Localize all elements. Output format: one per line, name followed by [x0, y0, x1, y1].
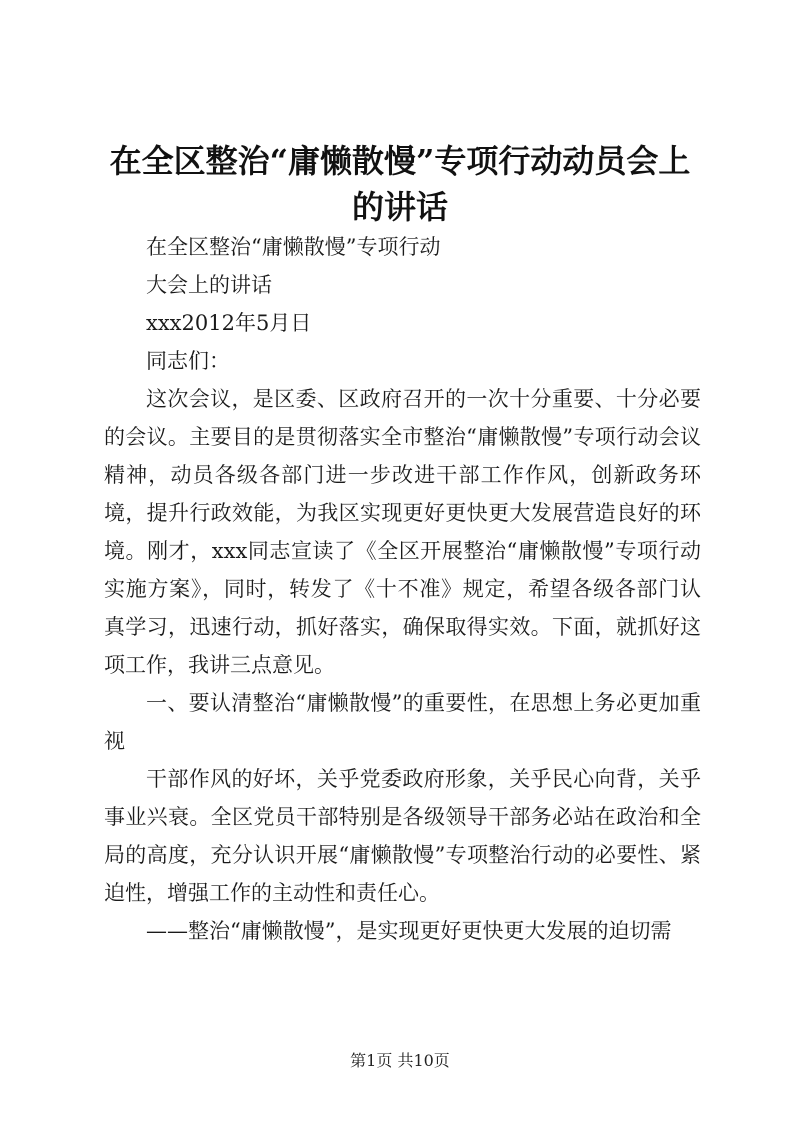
paragraph-section-1: 干部作风的好坏，关乎党委政府形象，关乎民心向背，关乎事业兴衰。全区党员干部特别是各级领导干部务必站在政治和全局的高度，充分认识开展“庸懒散慢”专项整治行动的必要性、紧迫性，增强工作的主动性和责任心。	[104, 767, 701, 905]
paragraph-date: xxx2012年5月日	[146, 311, 312, 335]
paragraph-intro: 这次会议，是区委、区政府召开的一次十分重要、十分必要的会议。主要目的是贯彻落实全市整治“庸懒散慢”专项行动会议精神，动员各级各部门进一步改进干部工作作风，创新政务环境，提升行政效能，为我区实现更好更快更大发展营造良好的环境。刚才，xxx同志宣读了《全区开展整治“庸懒散慢”专项行动实施方案》，同时，转发了《十不准》规定，希望各级各部门认真学习，迅速行动，抓好落实，确保取得实效。下面，就抓好这项工作，我讲三点意见。	[104, 387, 701, 677]
document-title: 在全区整治“庸懒散慢”专项行动动员会上的讲话	[109, 142, 691, 226]
document-body	[104, 228, 701, 950]
section-heading-1: 一、要认清整治“庸懒散慢”的重要性，在思想上务必更加重视	[104, 691, 701, 753]
paragraph-subtitle-line-1: 在全区整治“庸懒散慢”专项行动	[146, 235, 441, 259]
paragraph-point: ——整治“庸懒散慢”，是实现更好更快更大发展的迫切需	[146, 919, 672, 943]
page-footer: 第1页 共10页	[350, 1051, 450, 1070]
paragraph-salutation: 同志们：	[146, 349, 230, 373]
paragraph-subtitle-line-2: 大会上的讲话	[146, 273, 272, 297]
